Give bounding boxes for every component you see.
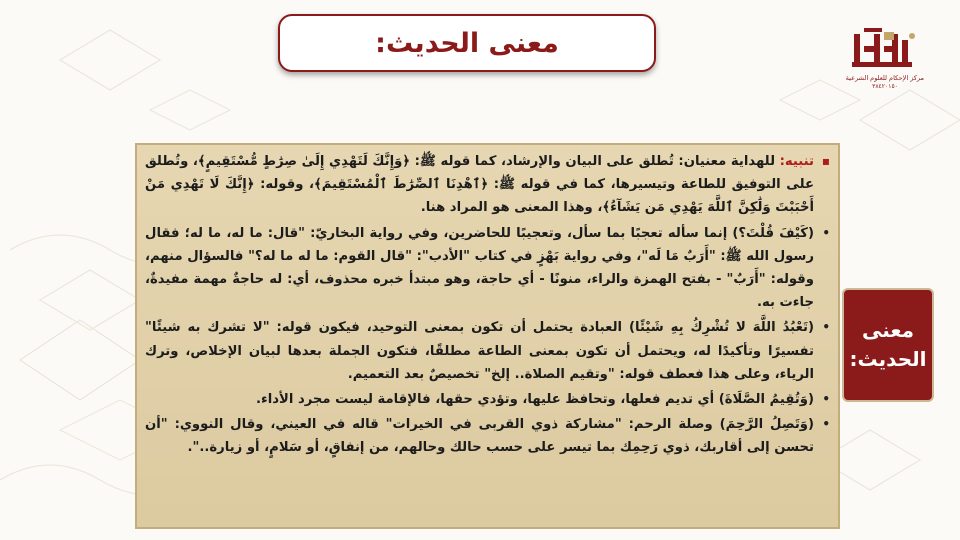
- list-item-text: (وَتَصِلُ الرَّحِمَ) وصلة الرحم: "مشاركة ذوي القربى في الخيرات" قاله في العيني، وقال النووي: "أن تحسن إلى أقاربك، ذوي رَحِمِك بما تيسر على حسب حالك وحالهم، من إنفاقٍ، أو سَلامٍ، أو زيارة..".: [145, 417, 814, 456]
- list-item: [145, 413, 832, 459]
- list-item: [145, 388, 832, 411]
- bullet-icon: •: [822, 392, 830, 407]
- list-item: [145, 316, 832, 386]
- logo-number: ٣٨٤٢٠١٥٠: [872, 83, 898, 90]
- side-label: معنى الحديث:: [842, 288, 934, 402]
- list-item-text: (وَتُقِيمُ الصَّلَاةَ) أي تديم فعلها، وتحافظ عليها، وتؤدي حقها، فالإقامة ليست مجرد الأداء.: [255, 392, 814, 408]
- bullet-icon: •: [822, 225, 830, 240]
- content-list: [145, 150, 832, 460]
- logo-subtitle: مركز الإحكام للعلوم الشرعية: [845, 74, 924, 82]
- list-item-note: [145, 150, 832, 220]
- bullet-square-icon: ▪: [821, 154, 830, 168]
- note-lead: تنبيه:: [775, 154, 815, 169]
- list-item-text: للهداية معنيان: تُطلق على البيان والإرشاد، كما قوله ﷺ: ﴿وَإِنَّكَ لَتَهْدِي إِلَىٰ صِرَٰطٍ مُّسْتَقِيمٍ﴾، وتُطلق على التوفيق للطاعة وتيسيرها، كما في قوله ﷺ: ﴿ٱهْدِنَا ٱلصِّرَٰطَ ٱلْمُسْتَقِيمَ﴾، وقوله: ﴿إِنَّكَ لَا تَهْدِي مَنْ أَحْبَبْتَ وَلَٰكِنَّ ٱللَّهَ يَهْدِي مَن يَشَآءُ﴾، وهذا المعنى هو المراد هنا.: [145, 154, 814, 216]
- page-title: معنى الحديث:: [375, 27, 559, 59]
- logo-mark: [846, 26, 924, 72]
- title-box: [278, 14, 656, 72]
- brand-logo: [846, 26, 924, 92]
- list-item: [145, 222, 832, 315]
- list-item-text: (كَيْفَ قُلْتَ؟) إنما سأله تعجبًا بما سأل، وتعجيبًا للحاضرين، وفي رواية البخاريّ: "قال: ما له، ما له؛ فقال رسول الله ﷺ: "أَرَبٌ مَا لَه"، وفي رواية بَهْزٍ في كتاب "الأدب": "قال القوم: ما له ما له؟" فالسؤال منهم، وقوله: "أَرَبٌ" - بفتح الهمزة والراء، منونًا - أي حاجة، وهو مبتدأ خبره محذوف، أي: له حاجةٌ مهمة مفيدةٌ، جاءت به.: [145, 225, 814, 311]
- list-item-text: (تَعْبُدُ اللَّهَ لا تُشْرِكُ بِهِ شَيْئًا) العبادة يحتمل أن تكون بمعنى التوحيد، فيكون قوله: "لا تشرك به شيئًا" تفسيرًا وتأكيدًا له، ويحتمل أن تكون بمعنى الطاعة مطلقًا، فتكون الجملة بعدها لبيان الإخلاص، وترك الرياء، وعلى هذا فعطف قوله: "وتقيم الصلاة.. إلخ" تخصيصٌ بعد التعميم.: [145, 320, 814, 382]
- bullet-icon: •: [822, 417, 830, 432]
- content-box: [135, 143, 840, 529]
- bullet-icon: •: [822, 320, 830, 335]
